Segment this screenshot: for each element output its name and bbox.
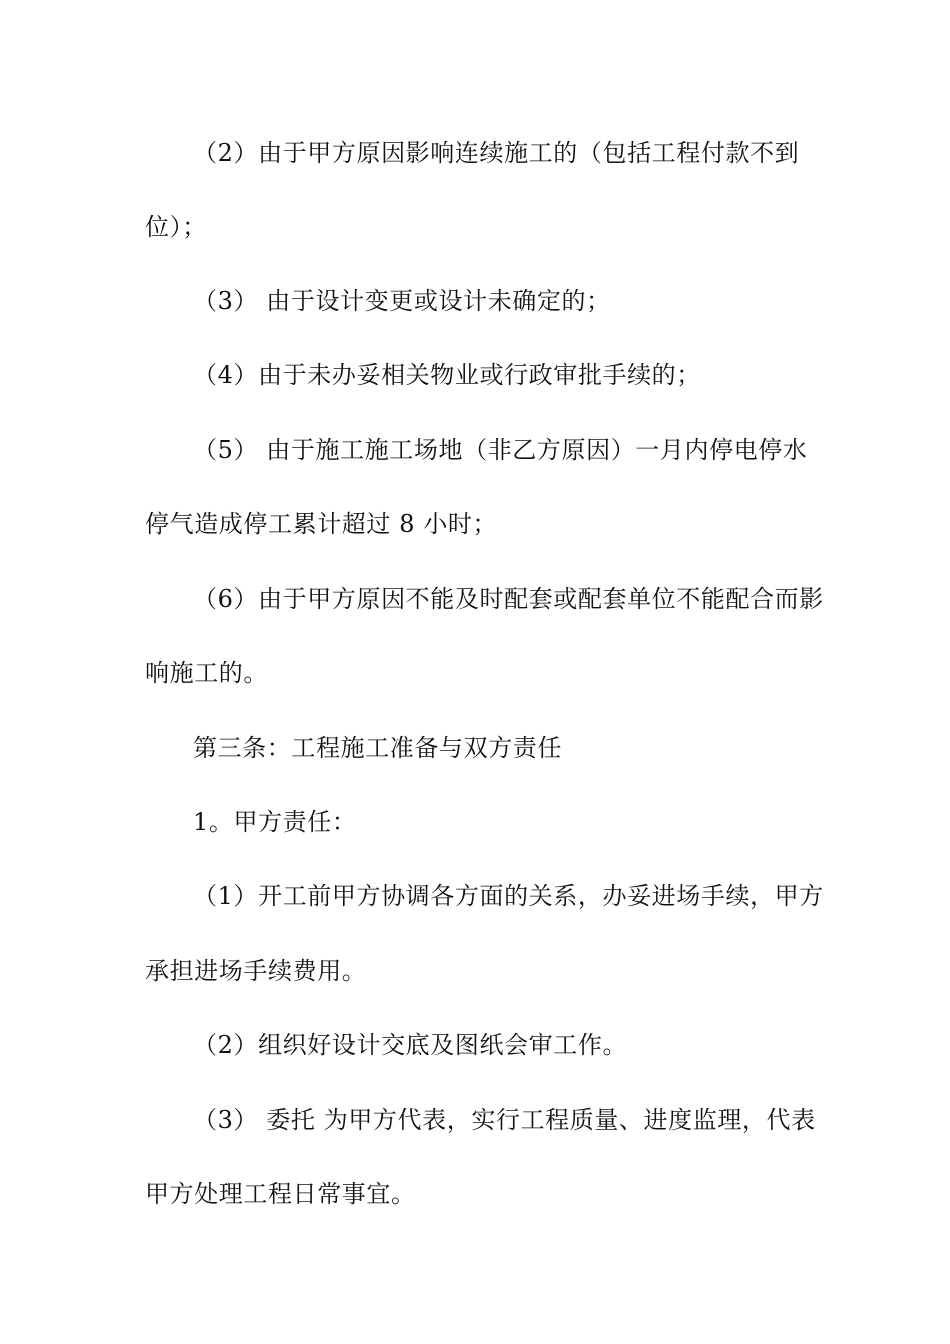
clause-2-line-1: （2）由于甲方原因影响连续施工的（包括工程付款不到 [193, 139, 800, 167]
party-a-responsibility-heading: 1。甲方责任： [193, 808, 357, 836]
clause-6-line-1: （6）由于甲方原因不能及时配套或配套单位不能配合而影 [193, 585, 824, 613]
duty-3-line-2: 甲方处理工程日常事宜。 [145, 1180, 416, 1208]
duty-1-line-2: 承担进场手续费用。 [145, 957, 367, 985]
clause-5-line-2: 停气造成停工累计超过 8 小时； [145, 510, 498, 538]
clause-5-line-1: （5） 由于施工施工场地（非乙方原因）一月内停电停水 [193, 436, 808, 464]
duty-2-line: （2）组织好设计交底及图纸会审工作。 [193, 1031, 628, 1059]
duty-1-line-1: （1）开工前甲方协调各方面的关系，办妥进场手续，甲方 [193, 882, 824, 910]
duty-3-line-1: （3） 委托 为甲方代表，实行工程质量、进度监理，代表 [193, 1106, 816, 1134]
article-3-heading: 第三条：工程施工准备与双方责任 [193, 734, 562, 762]
clause-6-line-2: 响施工的。 [145, 659, 268, 687]
clause-3-line: （3） 由于设计变更或设计未确定的； [193, 287, 611, 315]
clause-4-line: （4）由于未办妥相关物业或行政审批手续的； [193, 361, 701, 389]
clause-2-line-2: 位）； [145, 213, 207, 241]
